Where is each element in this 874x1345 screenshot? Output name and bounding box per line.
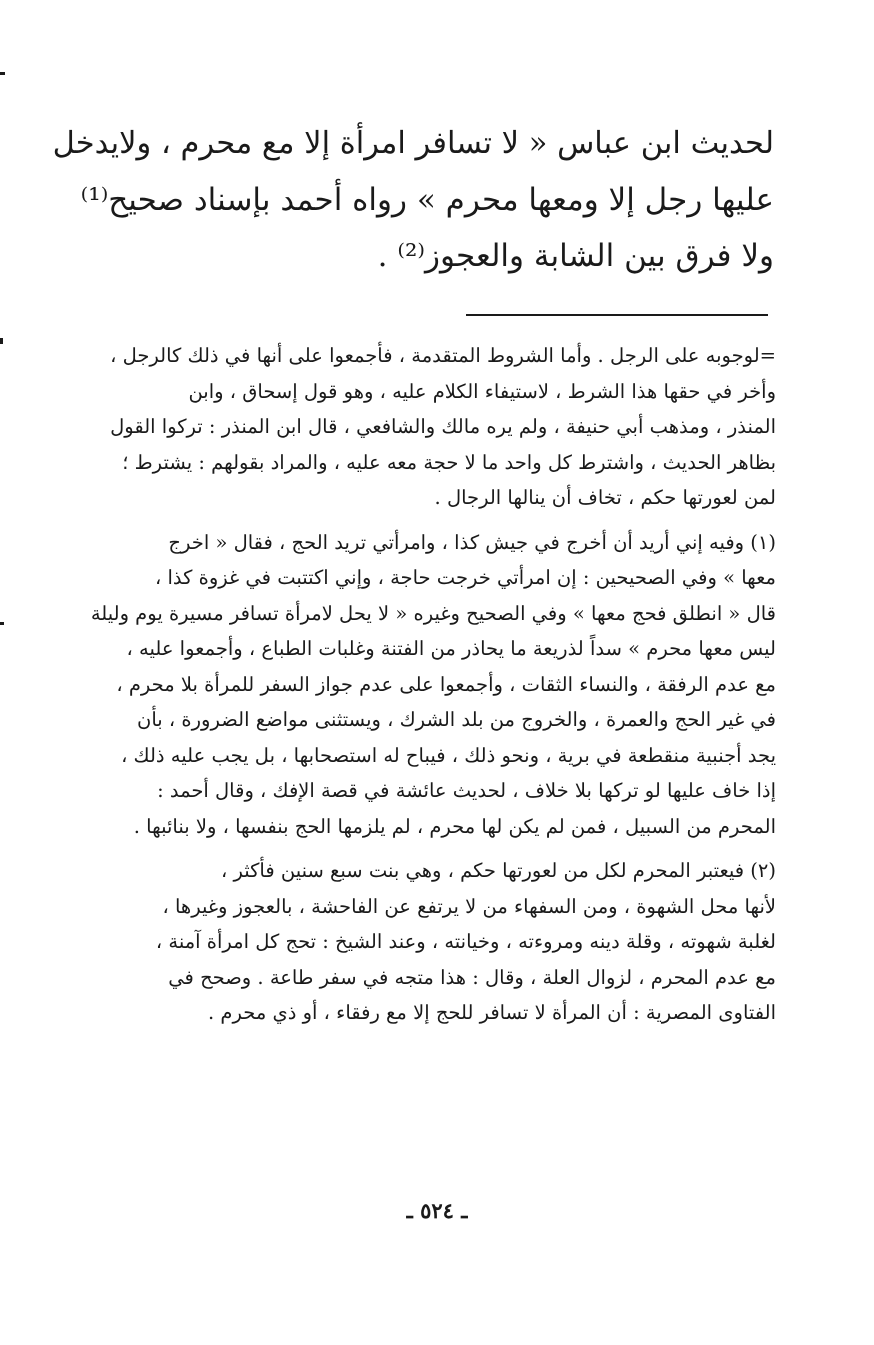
footnote-line: لمن لعورتها حكم ، تخاف أن ينالها الرجال . xyxy=(434,486,776,509)
footnotes-section xyxy=(48,338,776,1031)
footnote-line: مع عدم الرفقة ، والنساء الثقات ، وأجمعوا على عدم جواز السفر للمرأة بلا محرم ، xyxy=(116,672,776,696)
scan-edge-mark xyxy=(0,622,4,625)
footnote-line: =لوجوبه على الرجل . وأما الشروط المتقدمة ، فأجمعوا على أنها في ذلك كالرجل ، xyxy=(110,344,776,367)
footnote-line: (٢) فيعتبر المحرم لكل من لعورتها حكم ، وهي بنت سبع سنين فأكثر ، xyxy=(221,859,776,882)
scan-edge-mark xyxy=(0,72,5,75)
main-body-text xyxy=(52,116,774,284)
footnote-line: إذا خاف عليها لو تركها بلا خلاف ، لحديث عائشة في قصة الإفك ، وقال أحمد : xyxy=(157,779,776,802)
footnote-divider xyxy=(466,314,768,316)
footnote-line: يجد أجنبية منقطعة في برية ، ونحو ذلك ، فيباح له استصحابها ، بل يجب عليه ذلك ، xyxy=(121,743,776,767)
footnote-1 xyxy=(48,525,776,845)
footnote-line: بظاهر الحديث ، واشترط كل واحد ما لا حجة معه عليه ، والمراد بقولهم : يشترط ؛ xyxy=(122,450,776,474)
footnote-line: الفتاوى المصرية : أن المرأة لا تسافر للحج إلا مع رفقاء ، أو ذي محرم . xyxy=(208,1001,776,1024)
footnote-line: (١) وفيه إني أريد أن أخرج في جيش كذا ، وامرأتي تريد الحج ، فقال « اخرج xyxy=(168,530,776,554)
main-text-line: عليها رجل إلا ومعها محرم » رواه أحمد بإسناد صحيح⁽¹⁾ xyxy=(80,182,774,218)
main-text-line: ولا فرق بين الشابة والعجوز⁽²⁾ . xyxy=(377,238,774,274)
footnote-line: المحرم من السبيل ، فمن لم يكن لها محرم ، لم يلزمها الحج بنفسها ، ولا بنائبها . xyxy=(133,814,776,838)
page-number: ـ ٥٢٤ ـ xyxy=(406,1198,468,1223)
main-text-line: لحديث ابن عباس « لا تسافر امرأة إلا مع محرم ، ولايدخل xyxy=(52,126,774,161)
footnote-line: لغلبة شهوته ، وقلة دينه ومروءته ، وخيانته ، وعند الشيخ : تحج كل امرأة آمنة ، xyxy=(155,930,776,953)
footnote-line: وأخر في حقها هذا الشرط ، لاستيفاء الكلام عليه ، وهو قول إسحاق ، وابن xyxy=(188,379,776,403)
footnote-continuation xyxy=(48,338,776,516)
footnote-line: مع عدم المحرم ، لزوال العلة ، وقال : هذا متجه في سفر طاعة . وصحح في xyxy=(168,965,776,989)
footnote-line: في غير الحج والعمرة ، والخروج من بلد الشرك ، ويستثنى مواضع الضرورة ، بأن xyxy=(137,708,776,731)
footnote-line: معها » وفي الصحيحين : إن امرأتي خرجت حاجة ، وإني اكتتبت في غزوة كذا ، xyxy=(155,566,776,589)
footnote-line: لأنها محل الشهوة ، ومن السفهاء من لا يرتفع عن الفاحشة ، بالعجوز وغيرها ، xyxy=(162,894,776,918)
scan-edge-mark xyxy=(0,338,3,344)
footnote-line: المنذر ، ومذهب أبي حنيفة ، ولم يره مالك والشافعي ، قال ابن المنذر : تركوا القول xyxy=(110,415,776,438)
footnote-line: ليس معها محرم » سداً لذريعة ما يحاذر من الفتنة وغلبات الطباع ، وأجمعوا عليه ، xyxy=(126,637,776,660)
footnote-2 xyxy=(48,853,776,1031)
footnote-line: قال « انطلق فحج معها » وفي الصحيح وغيره « لا يحل لامرأة تسافر مسيرة يوم وليلة xyxy=(90,601,776,625)
